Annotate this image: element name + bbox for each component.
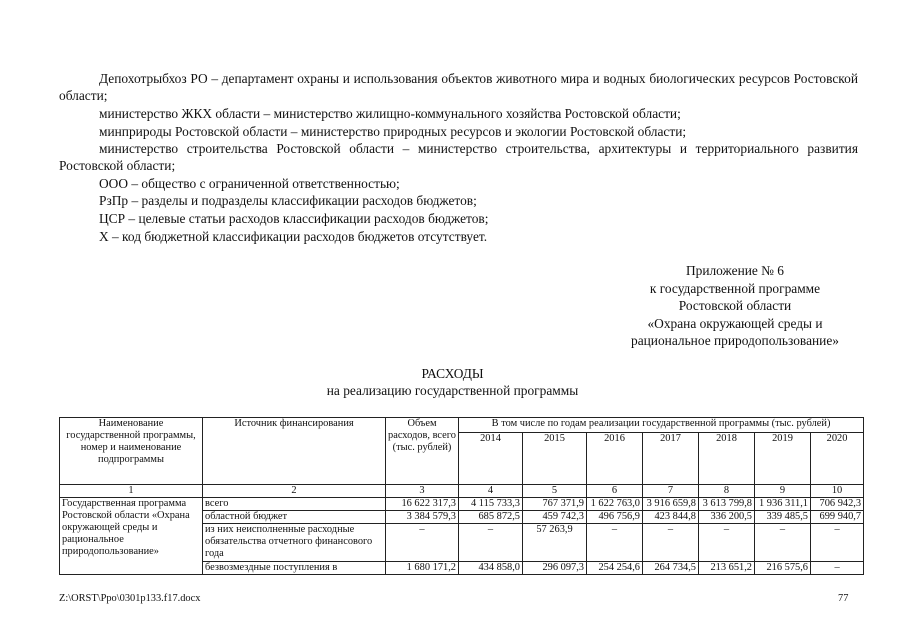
header-year: 2017 bbox=[643, 433, 699, 485]
value-cell: 57 263,9 bbox=[523, 524, 587, 562]
source-cell: всего bbox=[203, 498, 386, 511]
column-numbers-row bbox=[60, 485, 864, 498]
header-by-year: В том числе по годам реализации государственной программы (тыс. рублей) bbox=[459, 418, 864, 433]
abbrev-paragraph: РзПр – разделы и подразделы классификации расходов бюджетов; bbox=[99, 193, 477, 208]
abbrev-paragraph: министерство ЖКХ области – министерство жилищно-коммунального хозяйства Ростовской области; bbox=[99, 106, 681, 121]
page-number: 77 bbox=[838, 593, 849, 604]
column-number: 1 bbox=[60, 485, 203, 498]
column-number: 8 bbox=[699, 485, 755, 498]
value-cell: 296 097,3 bbox=[523, 562, 587, 575]
value-cell: 254 254,6 bbox=[587, 562, 643, 575]
appendix-line: «Охрана окружающей среды и bbox=[647, 315, 823, 331]
header-year: 2020 bbox=[811, 433, 864, 485]
appendix-line: Ростовской области bbox=[678, 298, 792, 314]
header-year: 2015 bbox=[523, 433, 587, 485]
program-name: Государственная программа Ростовской области «Охрана окружающей среды и рациональное природопользование» bbox=[60, 498, 203, 575]
source-cell: безвозмездные поступления в bbox=[203, 562, 386, 575]
column-number: 5 bbox=[523, 485, 587, 498]
value-cell: 706 942,3 bbox=[811, 498, 864, 511]
value-cell: – bbox=[643, 524, 699, 562]
value-cell: 685 872,5 bbox=[459, 511, 523, 524]
value-cell: 459 742,3 bbox=[523, 511, 587, 524]
value-cell: 1 936 311,1 bbox=[755, 498, 811, 511]
header-name: Наименование государственной программы, номер и наименование подпрограммы bbox=[60, 418, 203, 485]
source-cell: из них неисполненные расходные обязательства отчетного финансового года bbox=[203, 524, 386, 562]
abbrev-paragraph: минприроды Ростовской области – министерство природных ресурсов и экологии Ростовской области; bbox=[99, 124, 687, 139]
footer-file-path: Z:\ORST\Ppo\0301p133.f17.docx bbox=[59, 593, 201, 604]
abbrev-paragraph: Депохотрыбхоз РО – департамент охраны и использования объектов животного мира и водных биологических ресурсов Ростовской области; bbox=[59, 71, 858, 104]
value-cell: 767 371,9 bbox=[523, 498, 587, 511]
abbrev-paragraph: министерство строительства Ростовской области – министерство строительства, архитектуры и территориального развития Ростовской области; bbox=[59, 141, 858, 174]
value-cell: 216 575,6 bbox=[755, 562, 811, 575]
header-year: 2014 bbox=[459, 433, 523, 485]
header-year: 2016 bbox=[587, 433, 643, 485]
value-cell: 1 622 763,0 bbox=[587, 498, 643, 511]
appendix-line: к государственной программе bbox=[649, 280, 821, 296]
column-number: 10 bbox=[811, 485, 864, 498]
table-row bbox=[60, 498, 864, 511]
header-year: 2018 bbox=[699, 433, 755, 485]
value-cell: 213 651,2 bbox=[699, 562, 755, 575]
value-cell: 3 916 659,8 bbox=[643, 498, 699, 511]
value-cell: 336 200,5 bbox=[699, 511, 755, 524]
header-row bbox=[60, 418, 864, 433]
abbrev-paragraph: Х – код бюджетной классификации расходов бюджетов отсутствует. bbox=[99, 229, 488, 244]
appendix-line: Приложение № 6 bbox=[685, 263, 785, 278]
value-cell: – bbox=[811, 562, 864, 575]
column-number: 2 bbox=[203, 485, 386, 498]
value-cell: 3 613 799,8 bbox=[699, 498, 755, 511]
value-cell: 699 940,7 bbox=[811, 511, 864, 524]
total-cell: 16 622 317,3 bbox=[386, 498, 459, 511]
value-cell: 434 858,0 bbox=[459, 562, 523, 575]
value-cell: 496 756,9 bbox=[587, 511, 643, 524]
value-cell: – bbox=[459, 524, 523, 562]
value-cell: – bbox=[587, 524, 643, 562]
total-cell: 3 384 579,3 bbox=[386, 511, 459, 524]
column-number: 6 bbox=[587, 485, 643, 498]
header-year: 2019 bbox=[755, 433, 811, 485]
column-number: 9 bbox=[755, 485, 811, 498]
abbrev-paragraph: ЦСР – целевые статьи расходов классификации расходов бюджетов; bbox=[99, 211, 489, 226]
appendix-caption bbox=[590, 262, 880, 350]
column-number: 7 bbox=[643, 485, 699, 498]
expenditure-table bbox=[59, 417, 864, 575]
header-total: Объем расходов, всего (тыс. рублей) bbox=[386, 418, 459, 485]
value-cell: 339 485,5 bbox=[755, 511, 811, 524]
value-cell: 264 734,5 bbox=[643, 562, 699, 575]
abbrev-paragraph: ООО – общество с ограниченной ответственностью; bbox=[99, 176, 400, 191]
value-cell: 423 844,8 bbox=[643, 511, 699, 524]
page-title: РАСХОДЫ bbox=[421, 366, 484, 381]
value-cell: – bbox=[755, 524, 811, 562]
header-source: Источник финансирования bbox=[203, 418, 386, 485]
value-cell: – bbox=[699, 524, 755, 562]
total-cell: 1 680 171,2 bbox=[386, 562, 459, 575]
column-number: 4 bbox=[459, 485, 523, 498]
page-subtitle: на реализацию государственной программы bbox=[326, 383, 579, 398]
value-cell: – bbox=[811, 524, 864, 562]
total-cell: – bbox=[386, 524, 459, 562]
column-number: 3 bbox=[386, 485, 459, 498]
appendix-line: рациональное природопользование» bbox=[631, 333, 839, 349]
value-cell: 4 115 733,3 bbox=[459, 498, 523, 511]
source-cell: областной бюджет bbox=[203, 511, 386, 524]
